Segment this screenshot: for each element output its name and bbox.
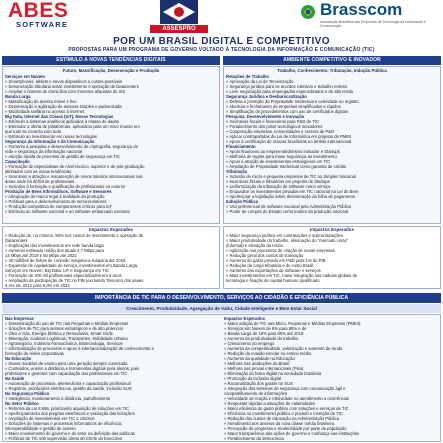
list-item: » Políticas para o desenvolvimento de semicondutores [5, 199, 107, 204]
list-item: » Novos modelos de ensino para uma geração sempre conectada [5, 361, 128, 366]
list-item: » Desoneração tributária sobre investimento e operação de Datacenters [5, 84, 139, 89]
list-item: » Melhora nas avaliações do Brasil [224, 361, 289, 366]
right-section-bar: AMBIENTE COMPETITIVO E INOVADOR [223, 56, 441, 65]
abes-logo [8, 1, 88, 31]
list-item: » Ampliação de Propriedade Intelectual como garantia de crédito [226, 164, 347, 169]
list-item: » Aumento da qualidade na Educação [224, 356, 295, 361]
list-item: » Redução da carga tributária e do custo Brasil [226, 263, 314, 268]
list-item: » Melhoria de regras para maior segurança ao investimento [226, 154, 337, 159]
bottom-section-bar: IMPORTÂNCIA DE TIC PARA O DESENVOLVIMENTO, SERVIÇOS AO CIDADÃO E EFICIÊNCIA PÚBLICA [2, 293, 441, 303]
list-heading: No Setor Público [5, 401, 39, 406]
list-item: » Informatização de processos e apoio à internacionalização de conhecimento e [5, 346, 154, 351]
list-item: » Óleo e Gás, Energia Elétrica e Renováveis, Smart Grids [5, 331, 113, 336]
list-item: » Estimular a oferta de plataformas, aplicativos para um novo mundo em [5, 124, 140, 129]
bottom-section-subtitle: Crescimento, Produtividade, Agregação de Valor, Cidade Inteligente e Bem Estar Social [2, 304, 441, 313]
list-item: » Ampliação da participação de TIC no PIB (excluindo Telecom) dos atuais [5, 278, 144, 283]
list-item: » Maior produtividade do trabalho, eliminação do "mercado cinza" [226, 238, 348, 243]
brasscom-logo-text: Brasscom [320, 0, 403, 19]
list-item: » Redução de, no mínimo, 50% nos custos de investimento e operação de [5, 233, 144, 238]
list-item: » Maior eficiência do gasto público com soluções e serviços de TIC [224, 406, 349, 411]
title-sub: PROPOSTAS PARA UM PROGRAMA DE GOVERNO VOLTADO À TECNOLOGIA DA INFORMAÇÃO E COMUNICAÇÃO (TIC) [68, 47, 375, 53]
list-item: » Ampliação de investimentos em TIC e critérios [5, 416, 95, 421]
list-heading: Nas Empresas [5, 316, 34, 321]
list-heading: Relações de Trabalho [226, 74, 270, 79]
list-item: » Adequação do marco legal à realidade da produção [5, 194, 105, 199]
list-item: áreas onde há déficit de profissionais [5, 179, 75, 184]
list-heading: Na Saúde [5, 376, 25, 381]
brasscom-mark-icon [300, 4, 316, 20]
list-heading: Banda Larga [5, 94, 31, 99]
list-item: » Aperfeiçoar a legislação sobre desoneração da folha de pagamento [226, 194, 355, 199]
list-item: » Soluções de TIC para setores estratégicos e de alto potencial [5, 326, 123, 331]
list-item: » Enquadrar os investimentos privados em TIC nacional na Lei do Bem [226, 189, 359, 194]
left-section-bar: ESTÍMULO A NOVAS TENDÊNCIAS DIGITAIS [2, 56, 220, 65]
list-item: 4,4% em 2012 para 6,0% em 2022 [5, 283, 70, 288]
list-item: » Agilização nos processos de criação de novas empresas [226, 248, 335, 253]
list-item: » Uso preferencial de software nacional pela Administração Pública [226, 204, 351, 209]
list-item: » Segurança jurídica para os acordos coletivos e trabalho remoto [226, 84, 348, 89]
list-item: » Crescimento do emprego [224, 341, 275, 346]
list-item: » Fomento à pesquisa e desenvolvimento de criptografia, segurança de [5, 144, 138, 149]
list-item: » Eliminação do fosso digital na sociedade brasileira [224, 371, 322, 376]
list-item: » Aumento da produtividade do trabalho [224, 336, 299, 341]
list-item: » Aprovação da Lei de Terceirização [226, 79, 294, 84]
list-item: » Agronegócio, Indústria Farmacêutica, Biotecnologia, Serviços [5, 341, 123, 346]
list-item: » Incentivos fiscais e financeiros para P&D de TIC [226, 119, 320, 124]
list-item: » Defesa e proteção da Propriedade Intelectual e celeridade no registro [226, 99, 359, 104]
list-item: » Melhora nas provas internacionais (Pisa) [224, 366, 304, 371]
list-item: » Aumento da competitividade, valorização e aumento de renda [224, 346, 343, 351]
bottom-right-list [224, 316, 439, 441]
list-heading: Impactos Esperados [224, 316, 265, 321]
list-heading: Tributação [226, 169, 248, 174]
list-item: (informal) e elevação da renda [226, 243, 283, 248]
list-item: interoperabilidade e gestão de acesso [5, 426, 76, 431]
list-item: » Incentivos a atração e manutenção de novos talentos internacionais nas [5, 174, 143, 179]
list-item: » Redução dos custos de transação na Administração Pública [224, 416, 339, 421]
list-item: » Massificação do acesso móvel e fixo [5, 99, 77, 104]
list-item: » Conteúdos, ensino a distância e ferramentas digitais para alunos, pais, [5, 366, 141, 371]
list-item: » Mais investimentos em TIC, maior integração nas cadeias globais de [226, 273, 358, 278]
list-item: » Incentivo à formação e qualificação de profissionais no exterior [5, 184, 126, 189]
list-item: » Poder de compra do Estado como indutor da produção nacional [226, 209, 349, 214]
list-item: » Mineração, Cadeias Logísticas, Transportes, Mobilidade Urbana [5, 336, 128, 341]
list-item: compartilhamento de informações [224, 391, 288, 396]
list-heading: Segurança Jurídica e Desburocratização [226, 94, 307, 99]
list-item: » Adoção rápida de processo de gestão de segurança em TIC [5, 154, 121, 159]
list-item: » Estímulo ao software nacional e ao software embarcado nacional [5, 209, 130, 214]
list-heading: Big Data, Internet das Coisas (IoT), Novas Tecnologias [5, 114, 114, 119]
list-item: » Fortalecimento dos polos tecnológicos inovadores [226, 124, 323, 129]
abes-logo-sub: SOFTWARE [16, 20, 69, 29]
list-item: » Reforma da Lei 8.666, priorizando aquisição de soluções em TIC [5, 406, 129, 411]
left-impact-heading: Impactos Esperados [88, 227, 133, 232]
list-item: » 40 milhões de linhas de conexão máquina-a-máquina até 2019 [5, 258, 126, 263]
list-item: » Cooperação empresas, universidades e centros de P&D [226, 129, 335, 134]
list-item: » Maior transparência das ações de governo e confiança nas instituições [224, 431, 360, 436]
list-item: » Maior segurança jurídica em contratações e subcontratações [226, 233, 343, 238]
list-item: » Redução geral dos custos de transação [226, 253, 304, 258]
right-section-title: Trabalho, Conhecimento, Tributação, Indução Pública [277, 68, 387, 73]
list-item: » Desoneração e agilização de antenas simples e padronizada [5, 104, 122, 109]
list-item: » Formação de especialistas de nível técnico, superior e de pós-graduação [5, 164, 145, 169]
list-item: » Abertura e fechamento de empresas simplificados e rápidos [226, 104, 341, 109]
list-item: » Automação de processos, telemedicina e capacitação profissional [5, 381, 131, 386]
list-item: » Atendimento aos anseios da nova classe média brasileira [224, 421, 335, 426]
list-item: » Maior adoção de TIC nas Micro, Pequenas e Médias Empresas (PMEs): [224, 321, 362, 326]
abes-logo-text: ABES [8, 0, 69, 22]
left-impact-list [5, 233, 217, 288]
list-item: 14 Mbps até 2018 e 50 Mbps até 2022 [5, 253, 77, 258]
list-item: » Simplificação de procedimentos com uso de certificados digitais [226, 109, 348, 114]
list-item: » Percepção de progresso e modernidade por parte da população [224, 426, 347, 431]
list-item: » Racionalização dos gastos no SUS [224, 381, 293, 386]
right-impact-heading: Impactos Esperados [309, 227, 354, 232]
bottom-left-list [5, 316, 219, 441]
list-item: » Eficiência no investimento público e privado e inserção de TIC [224, 411, 343, 416]
list-item: » Aplicar contrapartidas da Lei de Informática em projetos de PMEs [226, 134, 352, 139]
list-item: » Inteligência, monitoramento à distância, patrulhamento [5, 396, 111, 401]
list-heading: Indução Pública [226, 199, 259, 204]
list-item: rede e segurança da informação nacional [5, 149, 83, 154]
right-section-list [226, 74, 438, 214]
list-item: » Inclusão de micro e pequena empresas de TIC no Simples Nacional [226, 174, 356, 179]
list-heading: Serviços em Nuvem [5, 74, 45, 79]
list-heading: Na Segurança Pública [5, 391, 49, 396]
list-item: » Aperfeiçoamento dos pregões eletrônicos e valoração das licitações [5, 411, 135, 416]
list-item: » Apoio à atração de investimentos estrangeiros em TIC [226, 159, 331, 164]
list-item: tecnologia e fixação de capital humano qualificado [226, 278, 320, 283]
list-item: » Políticas de TIC sob supervisão direta do Chefe do Executivo [5, 436, 123, 441]
list-item: que tudo se conecta com tudo [5, 129, 62, 134]
list-heading: Financiamento [226, 144, 256, 149]
title-main: POR UM BRASIL DIGITAL E COMPETITIVO [113, 36, 330, 47]
document-title [4, 36, 439, 54]
list-item: » Produção competitiva de componentes críticos para IoT [5, 204, 113, 209]
list-item: » Estímulo a sistemas analíticos aplicados à massa de dados [5, 119, 120, 124]
list-heading: Segurança da Informação e da Comunicação [5, 139, 95, 144]
right-impact-list [226, 233, 438, 283]
list-item: alinhados com as novas tendências [5, 169, 72, 174]
list-item: » Aumento estimado médio dos atuais 2,7 Mbps para [5, 248, 104, 253]
list-item: » Serviços em Nuvem de 8% para 85% e de [224, 326, 307, 331]
list-item: » Livre negociação para empregados especializados e de alta renda [226, 89, 353, 94]
list-item: » Duplicação dos investimentos em rede banda larga [5, 243, 104, 248]
list-item: » Uniformização da tributação de software como serviço [226, 184, 331, 189]
list-item: » Smartphones, tablets e novos dispositivos a custos possíveis [5, 79, 123, 84]
list-item: » Velocidade de reação e efetividade no atendimento a ocorrências [224, 396, 350, 401]
left-section-list [5, 74, 217, 214]
brasscom-logo [300, 0, 440, 34]
list-item: » Integração dos sistemas de segurança com comunicação ágil e [224, 386, 346, 391]
list-item: » Expansão de capilaridade do serviço, investimentos em Banda Larga, [5, 263, 139, 268]
list-item: » Redução da evasão escolar no ensino médio [224, 351, 312, 356]
list-item: » Maior envolvimento do governo e do setor na definição das políticas [5, 431, 135, 436]
assespro-logo [150, 0, 208, 34]
list-item: » Formação de 200 mil profissionais especializados em 5 anos [5, 273, 122, 278]
list-item: » Disseminação do uso de TIC nas Pequenas e Médias Empresas [5, 321, 129, 326]
brasscom-tagline: Associação Brasileira das Empresas de Tecnologia da Informação e Comunicação [320, 20, 426, 28]
list-item: » Apoio financeiro ao empreendedorismo inovador e Startups [226, 149, 340, 154]
list-item: formação de redes corporativas [5, 351, 64, 356]
assespro-logo-text: ASSESPRO [150, 25, 208, 33]
list-item: professores e gestores com capacitação dos profissionais em TIC [5, 371, 128, 376]
list-item: » Promoção da inclusão digital [224, 376, 282, 381]
list-item: » Ampliar o número de domicílios com menores alíquotas de ISS [5, 89, 126, 94]
list-heading: Produção de Bens Informáticos, Software e Sensores [5, 189, 112, 194]
list-item: » Aumento do gasto privado em P&D para 1% do PIB [226, 258, 326, 263]
left-section-title: Futuro, Massificação, Desoneração e Produção [62, 68, 160, 73]
list-item: » Soluções de sistemas e processos informáticos de eficiência, [5, 421, 123, 426]
list-heading: Pesquisa, Desenvolvimento e Inovação [226, 114, 305, 119]
list-heading: Na Educação [5, 356, 32, 361]
list-heading: Capacitação [5, 159, 30, 164]
list-item: » Banda Larga de 19% para 86% até 2018 [224, 331, 304, 336]
list-item: » Registros, prontuários eletrônicos, gestão da saúde, inclusão SUS [5, 386, 132, 391]
list-item: » Fortalecimento da democracia [224, 436, 284, 441]
list-item: Datacenters [5, 238, 28, 243]
list-item: Serviços em Nuvem, Big Data, IoT e Segurança em TIC [5, 268, 109, 273]
list-item: » Respostas rápidas a situações de calamidades [224, 401, 316, 406]
list-item: » Modicidade tarifária no acesso à Internet [5, 109, 85, 114]
header [0, 0, 443, 34]
list-item: » Apoio à certificação de marcas brasileiras no âmbito internacional [226, 139, 352, 144]
assespro-flag-icon [160, 0, 198, 24]
list-item: » Estímulo ao investimento em novas tecnologias [5, 134, 97, 139]
list-item: » Aumento das exportações de software e serviços [226, 268, 321, 273]
list-item: » Incentivos fiscais e tributários em projetos de Startups [226, 179, 330, 184]
